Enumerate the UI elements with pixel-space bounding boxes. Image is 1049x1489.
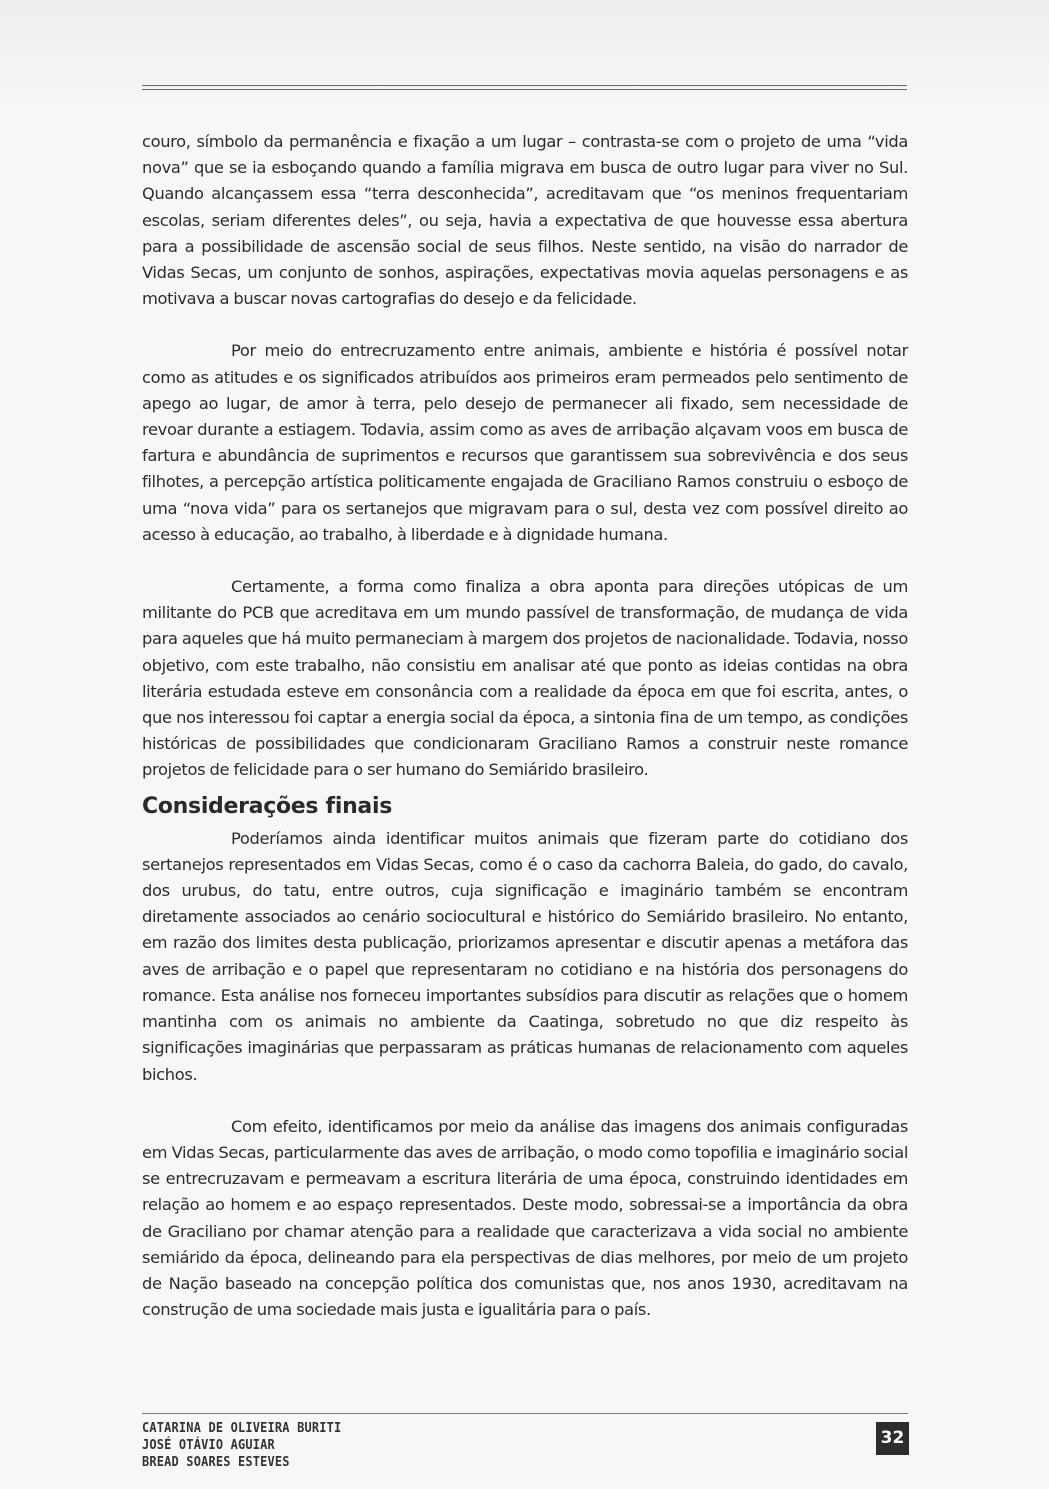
paragraph-gap bbox=[142, 312, 908, 338]
header-rule bbox=[142, 85, 907, 90]
paragraph-2: Por meio do entrecruzamento entre animais, ambiente e história é possível notar como as atitudes e os significados atribuídos aos primeiros eram permeados pelo sentimento de apego ao lugar, de amor à terra, pelo desejo de permanecer ali fixado, sem necessidade de revoar durante a estiagem. Todavia, assim como as aves de arribação alçavam voos em busca de fartura e abundância de suprimentos e recursos que garantissem sua sobrevivência e dos seus filhotes, a percepção artística politicamente engajada de Graciliano Ramos construiu o esboço de uma “nova vida” para os sertanejos que migravam para o sul, desta vez com possível direito ao acesso à educação, ao trabalho, à liberdade e à dignidade humana. bbox=[142, 341, 908, 544]
paragraph-4: Poderíamos ainda identificar muitos animais que fizeram parte do cotidiano dos sertanejos representados em Vidas Secas, como é o caso da cachorra Baleia, do gado, do cavalo, dos urubus, do tatu, entre outros, cuja significação e imaginário também se encontram diretamente associados ao cenário sociocultural e histórico do Semiárido brasileiro. No entanto, em razão dos limites desta publicação, priorizamos apresentar e discutir apenas a metáfora das aves de arribação e o papel que representaram no cotidiano e na história dos personagens do romance. Esta análise nos forneceu importantes subsídios para discutir as relações que o homem mantinha com os animais no ambiente da Caatinga, sobretudo no que diz respeito às significações imaginárias que perpassaram as práticas humanas de relacionamento com aqueles bichos. bbox=[142, 828, 908, 1084]
main-content bbox=[142, 129, 908, 1323]
footer-rule bbox=[142, 1413, 908, 1414]
author-name: JOSÉ OTÁVIO AGUIAR bbox=[142, 1438, 275, 1453]
author-name: BREAD SOARES ESTEVES bbox=[142, 1455, 290, 1470]
paragraph-gap bbox=[142, 548, 908, 574]
author-name: CATARINA DE OLIVEIRA BURITI bbox=[142, 1421, 342, 1436]
paragraph-gap bbox=[142, 1088, 908, 1114]
paragraph-1: couro, símbolo da permanência e fixação a um lugar – contrasta-se com o projeto de uma “vida nova” que se ia esboçando quando a família migrava em busca de outro lugar para viver no Sul. Quando alcançassem essa “terra desconhecida”, acreditavam que “os meninos frequentariam escolas, seriam diferentes deles”, ou seja, havia a expectativa de que houvesse essa abertura para a possibilidade de ascensão social de seus filhos. Neste sentido, na visão do narrador de Vidas Secas, um conjunto de sonhos, aspirações, expectativas movia aquelas personagens e as motivava a buscar novas cartografias do desejo e da felicidade. bbox=[142, 132, 908, 309]
section-heading: Considerações finais bbox=[142, 793, 393, 819]
page-number: 32 bbox=[876, 1422, 909, 1455]
author-list bbox=[142, 1420, 341, 1471]
paragraph-5: Com efeito, identificamos por meio da análise das imagens dos animais configuradas em Vidas Secas, particularmente das aves de arribação, o modo como topofilia e imaginário social se entrecruzavam e permeavam a escritura literária de uma época, construindo identidades em relação ao homem e ao espaço representados. Deste modo, sobressai-se a importância da obra de Graciliano por chamar atenção para a realidade que caracterizava a vida social no ambiente semiárido da época, delineando para ela perspectivas de dias melhores, por meio de um projeto de Nação baseado na concepção política dos comunistas que, nos anos 1930, acreditavam na construção de uma sociedade mais justa e igualitária para o país. bbox=[142, 1116, 908, 1320]
paragraph-3: Certamente, a forma como finaliza a obra aponta para direções utópicas de um militante do PCB que acreditava em um mundo passível de transformação, de mudança de vida para aqueles que há muito permaneciam à margem dos projetos de nacionalidade. Todavia, nosso objetivo, com este trabalho, não consistiu em analisar até que ponto as ideias contidas na obra literária estudada esteve em consonância com a realidade da época em que foi escrita, antes, o que nos interessou foi captar a energia social da época, a sintonia fina de um tempo, as condições históricas de possibilidades que condicionaram Graciliano Ramos a construir neste romance projetos de felicidade para o ser humano do Semiárido brasileiro. bbox=[142, 577, 908, 780]
